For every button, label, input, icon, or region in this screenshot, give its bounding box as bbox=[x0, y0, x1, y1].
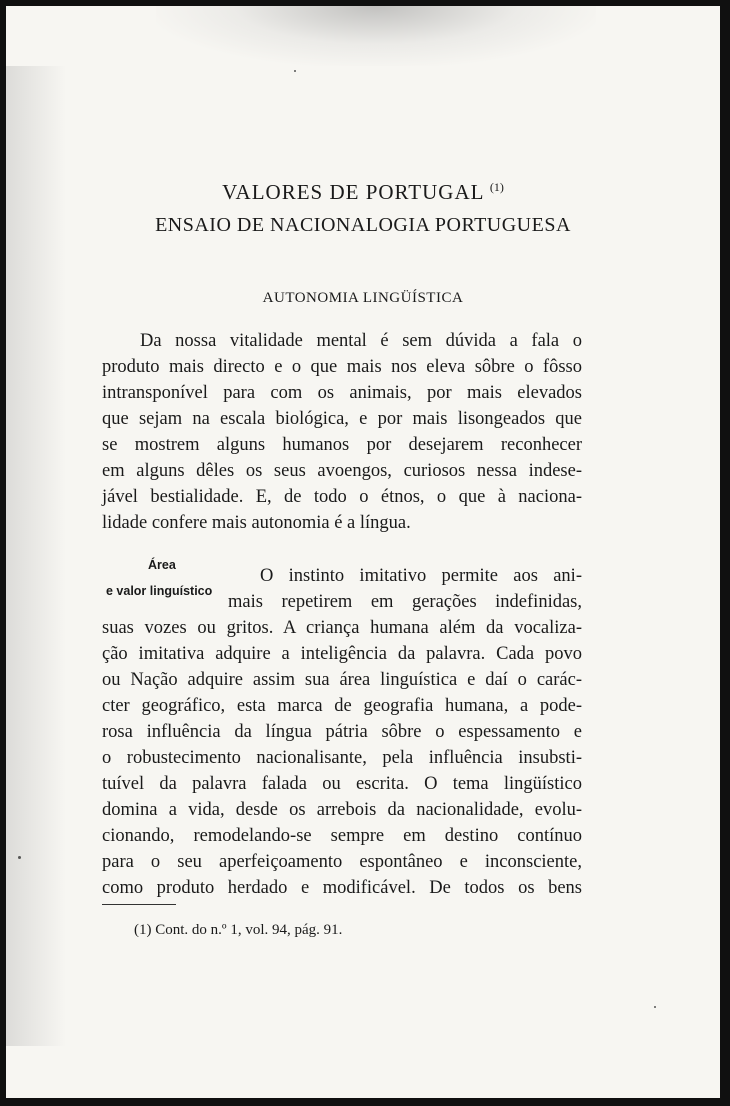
paragraph-line: domina a vida, desde os arrebois da nacionalidade, evolu- bbox=[102, 800, 582, 820]
title-footnote-marker: (1) bbox=[489, 180, 504, 194]
margin-note-title: Área bbox=[148, 558, 176, 572]
margin-note-subtitle: e valor linguístico bbox=[106, 584, 213, 598]
paragraph-line: Da nossa vitalidade mental é sem dúvida a fala o bbox=[140, 331, 582, 351]
paragraph-line: jável bestialidade. E, de todo o étnos, o que à naciona- bbox=[102, 487, 582, 507]
paragraph-line: como produto herdado e modificável. De todos os bens bbox=[102, 878, 582, 898]
paragraph-line: cter geográfico, esta marca de geografia humana, a pode- bbox=[102, 696, 582, 716]
title-line1: VALORES DE PORTUGAL bbox=[222, 180, 484, 204]
paragraph-line: ou Nação adquire assim sua área linguística e daí o carác- bbox=[102, 670, 582, 690]
footnote-text: Cont. do n.º 1, vol. 94, pág. 91. bbox=[155, 922, 343, 938]
page-shadow-top bbox=[156, 6, 596, 66]
scan-speck bbox=[654, 1006, 656, 1008]
paragraph-line: rosa influência da língua pátria sôbre o espessamento e bbox=[102, 722, 582, 742]
page-shadow-left bbox=[6, 66, 66, 1046]
paragraph-line: produto mais directo e o que mais nos eleva sôbre o fôsso bbox=[102, 357, 582, 377]
paragraph-line: cionando, remodelando-se sempre em destino contínuo bbox=[102, 826, 582, 846]
page-subtitle: ENSAIO DE NACIONALOGIA PORTUGUESA bbox=[155, 214, 571, 236]
scan-speck bbox=[294, 70, 296, 72]
paragraph-line: tuível da palavra falada ou escrita. O tema lingüístico bbox=[102, 774, 582, 794]
paragraph-line: em alguns dêles os seus avoengos, curiosos nessa indese- bbox=[102, 461, 582, 481]
paragraph-line: o robustecimento nacionalisante, pela influência insubsti- bbox=[102, 748, 582, 768]
book-page bbox=[6, 6, 720, 1098]
scan-speck bbox=[18, 856, 21, 859]
paragraph-line: se mostrem alguns humanos por desejarem reconhecer bbox=[102, 435, 582, 455]
paragraph-line: suas vozes ou gritos. A criança humana além da vocaliza- bbox=[102, 618, 582, 638]
footnote bbox=[134, 922, 342, 939]
paragraph-line: lidade confere mais autonomia é a língua. bbox=[102, 513, 411, 533]
paragraph-line: mais repetirem em gerações indefinidas, bbox=[228, 592, 582, 612]
section-heading: AUTONOMIA LINGÜÍSTICA bbox=[262, 290, 464, 306]
footnote-marker: (1) bbox=[134, 922, 152, 938]
footnote-divider bbox=[102, 904, 176, 905]
paragraph-line: ção imitativa adquire a inteligência da palavra. Cada povo bbox=[102, 644, 582, 664]
paragraph-line: intransponível para com os animais, por mais elevados bbox=[102, 383, 582, 403]
paragraph-line: que sejam na escala biológica, e por mais lisongeados que bbox=[102, 409, 582, 429]
paragraph-line: para o seu aperfeiçoamento espontâneo e inconsciente, bbox=[102, 852, 582, 872]
page-title bbox=[6, 180, 720, 205]
paragraph-line: O instinto imitativo permite aos ani- bbox=[260, 566, 582, 586]
